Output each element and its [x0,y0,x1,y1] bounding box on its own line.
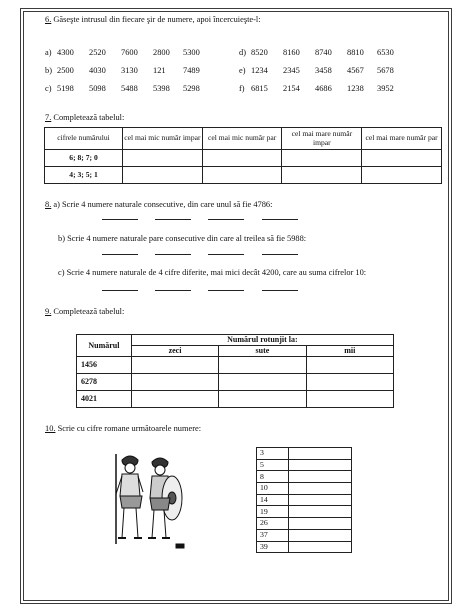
ex6-number: 6. [45,15,52,24]
ex9-col-zeci: zeci [131,346,218,357]
ex9-row-number: 4021 [77,391,132,408]
ex6-number-value[interactable]: 5300 [183,48,200,57]
ex6-text: Găseşte intrusul din fiecare şir de numere, apoi încercuieşte-l: [53,15,261,24]
ex9-group-header: Numărul rotunjit la: [131,335,393,346]
ex10-number: 8 [257,471,289,483]
ex8-a-blank[interactable] [262,219,298,220]
ex10-roman-answer-cell[interactable] [289,459,352,471]
ex9-text: Completează tabelul: [53,307,125,316]
ex10-instruction [45,424,201,434]
ex10-roman-answer-cell[interactable] [289,506,352,518]
ex6-number-value[interactable]: 5398 [153,84,170,93]
ex10-roman-answer-cell[interactable] [289,518,352,530]
ex8-c-blank[interactable] [208,290,244,291]
ex6-number-value[interactable]: 6530 [377,48,394,57]
ex6-number-value[interactable]: 1238 [347,84,364,93]
ex7-number: 7. [45,113,52,122]
ex8-a-blank[interactable] [102,219,138,220]
ex10-number: 5 [257,459,289,471]
ex10-row [257,448,352,460]
ex10-number: 10. [45,424,56,433]
ex8-b-blank[interactable] [155,254,191,255]
ex6-number-value[interactable]: 2500 [57,66,74,75]
ex7-header-min-even: cel mai mic număr par [202,128,282,150]
ex9-col-sute: sute [219,346,306,357]
ex9-answer-cell[interactable] [306,374,393,391]
ex6-number-value[interactable]: 4300 [57,48,74,57]
ex10-roman-answer-cell[interactable] [289,541,352,553]
ex7-text: Completează tabelul: [53,113,125,122]
ex9-answer-cell[interactable] [131,391,218,408]
ex10-text: Scrie cu cifre romane următoarele numere: [57,424,202,433]
ex7-row-digits: 4; 3; 5; 1 [45,167,123,184]
ex9-table [76,334,394,408]
ex9-answer-cell[interactable] [219,374,306,391]
ex7-header-max-odd: cel mai mare număr impar [282,128,362,150]
ex6-number-value[interactable]: 1234 [251,66,268,75]
ex6-number-value[interactable]: 5098 [89,84,106,93]
ex6-number-value[interactable]: 2345 [283,66,300,75]
ex10-roman-answer-cell[interactable] [289,448,352,460]
ex6-instruction [45,15,261,25]
ex6-number-value[interactable]: 5488 [121,84,138,93]
ex7-header-max-even: cel mai mare număr par [362,128,442,150]
ex9-answer-cell[interactable] [131,357,218,374]
ex6-number-value[interactable]: 8740 [315,48,332,57]
ex9-answer-cell[interactable] [219,391,306,408]
ex7-answer-cell[interactable] [282,150,362,167]
ex10-table [256,447,352,553]
ex10-row [257,541,352,553]
ex6-number-value[interactable]: 7489 [183,66,200,75]
ex7-header-min-odd: cel mai mic număr impar [123,128,203,150]
ex6-number-value[interactable]: 8810 [347,48,364,57]
ex10-row [257,471,352,483]
ex6-row-label: c) [45,84,52,93]
ex8-b-blank[interactable] [262,254,298,255]
ex7-header-digits: cifrele numărului [45,128,123,150]
ex8-a-instruction [45,200,272,210]
ex10-row [257,483,352,495]
ex9-answer-cell[interactable] [306,357,393,374]
ex10-row [257,459,352,471]
ex10-roman-answer-cell[interactable] [289,494,352,506]
ex7-answer-cell[interactable] [202,167,282,184]
ex10-number: 37 [257,529,289,541]
ex6-row-label: e) [239,66,246,75]
ex7-answer-cell[interactable] [123,150,203,167]
ex9-answer-cell[interactable] [306,391,393,408]
ex6-number-value[interactable]: 2154 [283,84,300,93]
ex8-b-blank[interactable] [102,254,138,255]
ex7-answer-cell[interactable] [362,150,442,167]
ex6-number-value[interactable]: 5198 [57,84,74,93]
ex9-instruction [45,307,124,317]
ex9-row-number: 6278 [77,374,132,391]
ex10-number: 26 [257,518,289,530]
ex9-col-mii: mii [306,346,393,357]
ex6-number-value[interactable]: 8160 [283,48,300,57]
ex6-number-value[interactable]: 7600 [121,48,138,57]
ex6-number-value[interactable]: 5298 [183,84,200,93]
ex6-number-value[interactable]: 3458 [315,66,332,75]
ex10-row [257,529,352,541]
ex8-number: 8. [45,200,52,209]
ex10-roman-answer-cell[interactable] [289,471,352,483]
ex6-number-value[interactable]: 4686 [315,84,332,93]
ex10-roman-answer-cell[interactable] [289,483,352,495]
ex9-row-number: 1456 [77,357,132,374]
ex6-number-value[interactable]: 8520 [251,48,268,57]
roman-soldiers-illustration [108,452,188,552]
ex10-row [257,494,352,506]
ex10-number: 39 [257,541,289,553]
ex8-b-blank[interactable] [208,254,244,255]
ex10-number: 14 [257,494,289,506]
ex7-instruction [45,113,124,123]
ex8-b-text: b) Scrie 4 numere naturale pare consecutive din care al treilea să fie 5988: [58,234,307,243]
ex6-row-label: b) [45,66,52,75]
ex7-answer-cell[interactable] [282,167,362,184]
ex6-number-value[interactable]: 2800 [153,48,170,57]
ex6-number-value[interactable]: 121 [153,66,166,75]
ex7-row-digits: 6; 8; 7; 0 [45,150,123,167]
ex7-answer-cell[interactable] [202,150,282,167]
ex6-row-label: d) [239,48,246,57]
ex6-number-value[interactable]: 3952 [377,84,394,93]
ex8-c-text: c) Scrie 4 numere naturale de 4 cifre diferite, mai mici decât 4200, care au suma cifrelor 10: [58,268,367,277]
ex7-answer-cell[interactable] [123,167,203,184]
ex6-number-value[interactable]: 6815 [251,84,268,93]
ex6-number-value[interactable]: 4567 [347,66,364,75]
ex8-c-blank[interactable] [155,290,191,291]
ex7-table [44,127,442,184]
ex8-c-blank[interactable] [102,290,138,291]
ex9-answer-cell[interactable] [219,357,306,374]
ex7-answer-cell[interactable] [362,167,442,184]
ex9-row-header: Numărul [77,335,132,357]
ex6-number-value[interactable]: 3130 [121,66,138,75]
ex9-answer-cell[interactable] [131,374,218,391]
ex6-number-value[interactable]: 2520 [89,48,106,57]
ex6-number-value[interactable]: 4030 [89,66,106,75]
ex10-roman-answer-cell[interactable] [289,529,352,541]
ex10-number: 19 [257,506,289,518]
ex8-a-blank[interactable] [208,219,244,220]
ex6-row-label: a) [45,48,52,57]
ex8-c-blank[interactable] [262,290,298,291]
ex6-row-label: f) [239,84,245,93]
ex10-row [257,506,352,518]
ex9-number: 9. [45,307,52,316]
ex10-number: 3 [257,448,289,460]
worksheet-page [20,8,452,604]
ex6-number-value[interactable]: 5678 [377,66,394,75]
ex8-a-text: a) Scrie 4 numere naturale consecutive, din care unul să fie 4786: [53,200,273,209]
ex10-row [257,518,352,530]
ex8-a-blank[interactable] [155,219,191,220]
ex10-number: 10 [257,483,289,495]
